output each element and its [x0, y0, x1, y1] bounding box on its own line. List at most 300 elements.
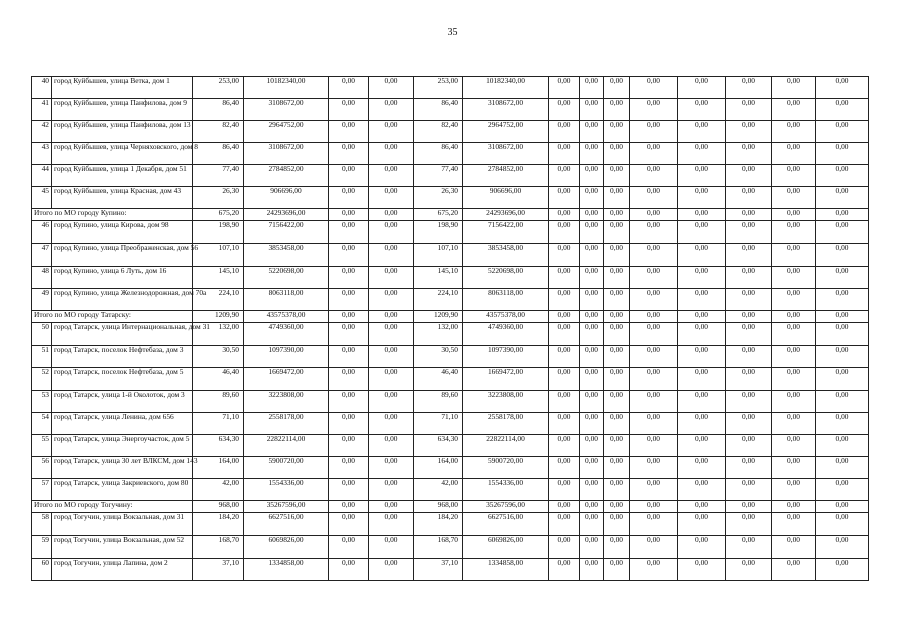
value-cell: 0,00: [329, 559, 369, 581]
value-cell: 0,00: [816, 311, 869, 323]
value-cell: 30,50: [193, 346, 244, 368]
row-number: 60: [32, 559, 52, 581]
value-cell: 0,00: [772, 165, 816, 187]
value-cell: 0,00: [678, 311, 726, 323]
row-number: 46: [32, 221, 52, 244]
value-cell: 82,40: [193, 121, 244, 143]
value-cell: 7156422,00: [244, 221, 329, 244]
value-cell: 0,00: [816, 165, 869, 187]
value-cell: 43575378,00: [244, 311, 329, 323]
value-cell: 0,00: [816, 559, 869, 581]
table-row: [32, 457, 869, 479]
table-row: [32, 187, 869, 209]
value-cell: 0,00: [604, 99, 630, 121]
row-number: 49: [32, 289, 52, 311]
value-cell: 0,00: [604, 187, 630, 209]
value-cell: 43575378,00: [463, 311, 549, 323]
value-cell: 0,00: [604, 244, 630, 267]
value-cell: 0,00: [816, 413, 869, 435]
address-cell: город Тогучин, улица Лапина, дом 2: [52, 559, 193, 581]
value-cell: 46,40: [414, 368, 463, 391]
value-cell: 0,00: [816, 99, 869, 121]
value-cell: 0,00: [604, 457, 630, 479]
value-cell: 0,00: [604, 289, 630, 311]
value-cell: 0,00: [816, 368, 869, 391]
value-cell: 77,40: [414, 165, 463, 187]
table-row: [32, 559, 869, 581]
value-cell: 0,00: [678, 165, 726, 187]
value-cell: 0,00: [369, 77, 414, 99]
subtotal-label: Итого по МО городу Купино:: [32, 209, 193, 221]
value-cell: 0,00: [329, 391, 369, 413]
value-cell: 0,00: [630, 346, 678, 368]
value-cell: 5900720,00: [244, 457, 329, 479]
value-cell: 0,00: [604, 368, 630, 391]
value-cell: 0,00: [604, 311, 630, 323]
value-cell: 86,40: [414, 143, 463, 165]
value-cell: 6069826,00: [463, 536, 549, 559]
value-cell: 0,00: [604, 513, 630, 536]
value-cell: 0,00: [726, 479, 772, 501]
value-cell: 0,00: [816, 77, 869, 99]
address-cell: город Татарск, улица Ленина, дом 656: [52, 413, 193, 435]
value-cell: 0,00: [816, 346, 869, 368]
value-cell: 0,00: [580, 559, 604, 581]
value-cell: 0,00: [816, 536, 869, 559]
value-cell: 3108672,00: [244, 143, 329, 165]
value-cell: 0,00: [549, 323, 580, 346]
value-cell: 253,00: [193, 77, 244, 99]
value-cell: 2964752,00: [463, 121, 549, 143]
value-cell: 0,00: [630, 121, 678, 143]
value-cell: 0,00: [772, 457, 816, 479]
value-cell: 0,00: [630, 187, 678, 209]
table-row: [32, 368, 869, 391]
value-cell: 0,00: [580, 165, 604, 187]
value-cell: 164,00: [414, 457, 463, 479]
value-cell: 0,00: [772, 346, 816, 368]
value-cell: 0,00: [549, 77, 580, 99]
table-row: [32, 536, 869, 559]
row-number: 43: [32, 143, 52, 165]
value-cell: 0,00: [772, 77, 816, 99]
value-cell: 0,00: [816, 143, 869, 165]
value-cell: 0,00: [630, 209, 678, 221]
value-cell: 3223808,00: [463, 391, 549, 413]
value-cell: 0,00: [678, 501, 726, 513]
value-cell: 0,00: [329, 457, 369, 479]
row-number: 56: [32, 457, 52, 479]
value-cell: 89,60: [193, 391, 244, 413]
value-cell: 0,00: [549, 346, 580, 368]
row-number: 55: [32, 435, 52, 457]
value-cell: 0,00: [726, 536, 772, 559]
value-cell: 0,00: [369, 559, 414, 581]
address-cell: город Куйбышев, улица Панфилова, дом 13: [52, 121, 193, 143]
value-cell: 0,00: [630, 77, 678, 99]
value-cell: 107,10: [193, 244, 244, 267]
value-cell: 35267596,00: [244, 501, 329, 513]
value-cell: 0,00: [369, 457, 414, 479]
value-cell: 0,00: [549, 311, 580, 323]
value-cell: 0,00: [726, 323, 772, 346]
value-cell: 2784852,00: [463, 165, 549, 187]
value-cell: 0,00: [549, 209, 580, 221]
value-cell: 0,00: [329, 479, 369, 501]
value-cell: 4749360,00: [244, 323, 329, 346]
value-cell: 0,00: [772, 267, 816, 289]
value-cell: 0,00: [549, 143, 580, 165]
value-cell: 0,00: [678, 99, 726, 121]
value-cell: 0,00: [604, 323, 630, 346]
value-cell: 0,00: [678, 368, 726, 391]
address-cell: город Татарск, улица Закриевского, дом 80: [52, 479, 193, 501]
value-cell: 0,00: [772, 435, 816, 457]
value-cell: 0,00: [816, 391, 869, 413]
value-cell: 8063118,00: [463, 289, 549, 311]
value-cell: 0,00: [630, 143, 678, 165]
value-cell: 0,00: [604, 221, 630, 244]
value-cell: 906696,00: [244, 187, 329, 209]
value-cell: 0,00: [329, 77, 369, 99]
value-cell: 1669472,00: [463, 368, 549, 391]
value-cell: 1669472,00: [244, 368, 329, 391]
value-cell: 184,20: [414, 513, 463, 536]
row-number: 44: [32, 165, 52, 187]
table-row: [32, 323, 869, 346]
value-cell: 0,00: [726, 77, 772, 99]
value-cell: 0,00: [329, 311, 369, 323]
value-cell: 0,00: [726, 311, 772, 323]
value-cell: 0,00: [726, 267, 772, 289]
address-cell: город Тогучин, улица Вокзальная, дом 31: [52, 513, 193, 536]
value-cell: 0,00: [580, 346, 604, 368]
value-cell: 46,40: [193, 368, 244, 391]
table-row: [32, 267, 869, 289]
value-cell: 0,00: [329, 413, 369, 435]
value-cell: 2558178,00: [244, 413, 329, 435]
value-cell: 0,00: [816, 209, 869, 221]
value-cell: 0,00: [604, 501, 630, 513]
value-cell: 0,00: [369, 311, 414, 323]
value-cell: 198,90: [193, 221, 244, 244]
value-cell: 0,00: [369, 121, 414, 143]
value-cell: 0,00: [549, 536, 580, 559]
value-cell: 0,00: [678, 267, 726, 289]
address-cell: город Татарск, поселок Нефтебаза, дом 3: [52, 346, 193, 368]
table-body: [32, 77, 869, 581]
value-cell: 26,30: [193, 187, 244, 209]
value-cell: 8063118,00: [244, 289, 329, 311]
value-cell: 6627516,00: [463, 513, 549, 536]
value-cell: 37,10: [193, 559, 244, 581]
value-cell: 253,00: [414, 77, 463, 99]
value-cell: 0,00: [580, 244, 604, 267]
page-number: 35: [447, 27, 458, 38]
value-cell: 0,00: [816, 435, 869, 457]
value-cell: 5900720,00: [463, 457, 549, 479]
value-cell: 0,00: [604, 165, 630, 187]
address-cell: город Татарск, улица 1-й Околоток, дом 3: [52, 391, 193, 413]
row-number: 52: [32, 368, 52, 391]
value-cell: 24293696,00: [244, 209, 329, 221]
value-cell: 0,00: [726, 559, 772, 581]
value-cell: 1554336,00: [463, 479, 549, 501]
value-cell: 0,00: [678, 323, 726, 346]
value-cell: 0,00: [630, 99, 678, 121]
value-cell: 0,00: [630, 513, 678, 536]
table-row: [32, 77, 869, 99]
value-cell: 0,00: [329, 267, 369, 289]
address-cell: город Татарск, поселок Нефтебаза, дом 5: [52, 368, 193, 391]
value-cell: 0,00: [549, 559, 580, 581]
value-cell: 0,00: [580, 221, 604, 244]
value-cell: 0,00: [678, 143, 726, 165]
value-cell: 1554336,00: [244, 479, 329, 501]
value-cell: 1334858,00: [244, 559, 329, 581]
value-cell: 0,00: [678, 244, 726, 267]
address-cell: город Тогучин, улица Вокзальная, дом 52: [52, 536, 193, 559]
value-cell: 0,00: [678, 121, 726, 143]
row-number: 51: [32, 346, 52, 368]
value-cell: 0,00: [369, 143, 414, 165]
value-cell: 0,00: [549, 99, 580, 121]
value-cell: 0,00: [816, 501, 869, 513]
value-cell: 0,00: [580, 209, 604, 221]
value-cell: 30,50: [414, 346, 463, 368]
value-cell: 0,00: [369, 323, 414, 346]
value-cell: 0,00: [772, 99, 816, 121]
value-cell: 37,10: [414, 559, 463, 581]
row-number: 41: [32, 99, 52, 121]
value-cell: 0,00: [329, 536, 369, 559]
value-cell: 0,00: [329, 289, 369, 311]
table-row: [32, 391, 869, 413]
value-cell: 82,40: [414, 121, 463, 143]
value-cell: 0,00: [369, 165, 414, 187]
value-cell: 0,00: [726, 391, 772, 413]
value-cell: 0,00: [726, 435, 772, 457]
value-cell: 0,00: [329, 121, 369, 143]
value-cell: 22822114,00: [463, 435, 549, 457]
value-cell: 968,00: [193, 501, 244, 513]
value-cell: 675,20: [414, 209, 463, 221]
value-cell: 0,00: [329, 501, 369, 513]
value-cell: 0,00: [329, 221, 369, 244]
value-cell: 0,00: [678, 209, 726, 221]
value-cell: 0,00: [678, 413, 726, 435]
table-row: [32, 479, 869, 501]
address-cell: город Купино, улица 6 Луть, дом 16: [52, 267, 193, 289]
value-cell: 0,00: [678, 513, 726, 536]
value-cell: 0,00: [329, 346, 369, 368]
value-cell: 0,00: [772, 221, 816, 244]
row-number: 58: [32, 513, 52, 536]
value-cell: 0,00: [726, 143, 772, 165]
value-cell: 0,00: [369, 221, 414, 244]
value-cell: 1097390,00: [244, 346, 329, 368]
value-cell: 0,00: [772, 413, 816, 435]
value-cell: 0,00: [369, 346, 414, 368]
value-cell: 0,00: [726, 165, 772, 187]
value-cell: 0,00: [580, 435, 604, 457]
value-cell: 4749360,00: [463, 323, 549, 346]
value-cell: 0,00: [816, 244, 869, 267]
value-cell: 0,00: [369, 391, 414, 413]
value-cell: 24293696,00: [463, 209, 549, 221]
value-cell: 3223808,00: [244, 391, 329, 413]
address-cell: город Куйбышев, улица Ветка, дом 1: [52, 77, 193, 99]
row-number: 47: [32, 244, 52, 267]
value-cell: 0,00: [726, 368, 772, 391]
value-cell: 0,00: [549, 187, 580, 209]
value-cell: 0,00: [772, 368, 816, 391]
value-cell: 0,00: [772, 536, 816, 559]
value-cell: 0,00: [580, 368, 604, 391]
value-cell: 968,00: [414, 501, 463, 513]
value-cell: 0,00: [630, 559, 678, 581]
value-cell: 0,00: [772, 121, 816, 143]
value-cell: 0,00: [369, 187, 414, 209]
value-cell: 7156422,00: [463, 221, 549, 244]
subtotal-row: [32, 311, 869, 323]
value-cell: 634,30: [414, 435, 463, 457]
value-cell: 0,00: [772, 187, 816, 209]
address-cell: город Куйбышев, улица Панфилова, дом 9: [52, 99, 193, 121]
row-number: 57: [32, 479, 52, 501]
table-row: [32, 244, 869, 267]
value-cell: 0,00: [604, 391, 630, 413]
row-number: 50: [32, 323, 52, 346]
row-number: 45: [32, 187, 52, 209]
table-row: [32, 121, 869, 143]
value-cell: 0,00: [329, 244, 369, 267]
value-cell: 0,00: [580, 323, 604, 346]
value-cell: 0,00: [369, 513, 414, 536]
value-cell: 0,00: [549, 501, 580, 513]
value-cell: 1209,90: [193, 311, 244, 323]
row-number: 54: [32, 413, 52, 435]
value-cell: 0,00: [630, 435, 678, 457]
value-cell: 89,60: [414, 391, 463, 413]
value-cell: 0,00: [369, 479, 414, 501]
value-cell: 0,00: [678, 187, 726, 209]
value-cell: 71,10: [193, 413, 244, 435]
value-cell: 0,00: [580, 99, 604, 121]
value-cell: 0,00: [580, 121, 604, 143]
value-cell: 3108672,00: [463, 143, 549, 165]
value-cell: 42,00: [193, 479, 244, 501]
value-cell: 0,00: [678, 346, 726, 368]
row-number: 42: [32, 121, 52, 143]
value-cell: 0,00: [772, 289, 816, 311]
value-cell: 0,00: [726, 121, 772, 143]
table-row: [32, 413, 869, 435]
value-cell: 0,00: [329, 323, 369, 346]
value-cell: 0,00: [369, 289, 414, 311]
value-cell: 1209,90: [414, 311, 463, 323]
table-row: [32, 165, 869, 187]
value-cell: 0,00: [549, 165, 580, 187]
value-cell: 0,00: [772, 311, 816, 323]
value-cell: 0,00: [772, 513, 816, 536]
address-cell: город Купино, улица Железнодорожная, дом 70а: [52, 289, 193, 311]
value-cell: 0,00: [369, 209, 414, 221]
value-cell: 0,00: [549, 413, 580, 435]
value-cell: 26,30: [414, 187, 463, 209]
value-cell: 0,00: [329, 99, 369, 121]
value-cell: 86,40: [193, 143, 244, 165]
value-cell: 3853458,00: [463, 244, 549, 267]
value-cell: 168,70: [414, 536, 463, 559]
value-cell: 0,00: [816, 513, 869, 536]
table-row: [32, 221, 869, 244]
value-cell: 0,00: [726, 221, 772, 244]
value-cell: 0,00: [678, 559, 726, 581]
value-cell: 906696,00: [463, 187, 549, 209]
value-cell: 0,00: [816, 289, 869, 311]
value-cell: 145,10: [414, 267, 463, 289]
value-cell: 0,00: [369, 435, 414, 457]
value-cell: 3108672,00: [244, 99, 329, 121]
value-cell: 0,00: [726, 209, 772, 221]
value-cell: 0,00: [678, 479, 726, 501]
value-cell: 6069826,00: [244, 536, 329, 559]
table-row: [32, 143, 869, 165]
value-cell: 86,40: [414, 99, 463, 121]
value-cell: 0,00: [580, 311, 604, 323]
value-cell: 2558178,00: [463, 413, 549, 435]
value-cell: 0,00: [369, 501, 414, 513]
table-row: [32, 513, 869, 536]
value-cell: 145,10: [193, 267, 244, 289]
value-cell: 0,00: [549, 289, 580, 311]
value-cell: 0,00: [580, 289, 604, 311]
value-cell: 0,00: [549, 267, 580, 289]
value-cell: 0,00: [369, 267, 414, 289]
value-cell: 10182340,00: [244, 77, 329, 99]
value-cell: 0,00: [630, 391, 678, 413]
value-cell: 0,00: [580, 479, 604, 501]
value-cell: 0,00: [580, 267, 604, 289]
value-cell: 0,00: [772, 501, 816, 513]
table-row: [32, 435, 869, 457]
value-cell: 0,00: [549, 368, 580, 391]
value-cell: 0,00: [630, 536, 678, 559]
value-cell: 0,00: [816, 187, 869, 209]
value-cell: 0,00: [630, 289, 678, 311]
value-cell: 164,00: [193, 457, 244, 479]
value-cell: 0,00: [580, 501, 604, 513]
value-cell: 0,00: [678, 536, 726, 559]
value-cell: 0,00: [580, 187, 604, 209]
value-cell: 0,00: [369, 244, 414, 267]
value-cell: 2964752,00: [244, 121, 329, 143]
value-cell: 0,00: [772, 244, 816, 267]
value-cell: 0,00: [726, 457, 772, 479]
value-cell: 0,00: [772, 143, 816, 165]
value-cell: 675,20: [193, 209, 244, 221]
value-cell: 0,00: [630, 413, 678, 435]
value-cell: 0,00: [604, 559, 630, 581]
value-cell: 0,00: [369, 536, 414, 559]
value-cell: 0,00: [580, 143, 604, 165]
value-cell: 0,00: [726, 413, 772, 435]
address-cell: город Куйбышев, улица 1 Декабря, дом 51: [52, 165, 193, 187]
value-cell: 6627516,00: [244, 513, 329, 536]
value-cell: 132,00: [414, 323, 463, 346]
value-cell: 0,00: [369, 99, 414, 121]
